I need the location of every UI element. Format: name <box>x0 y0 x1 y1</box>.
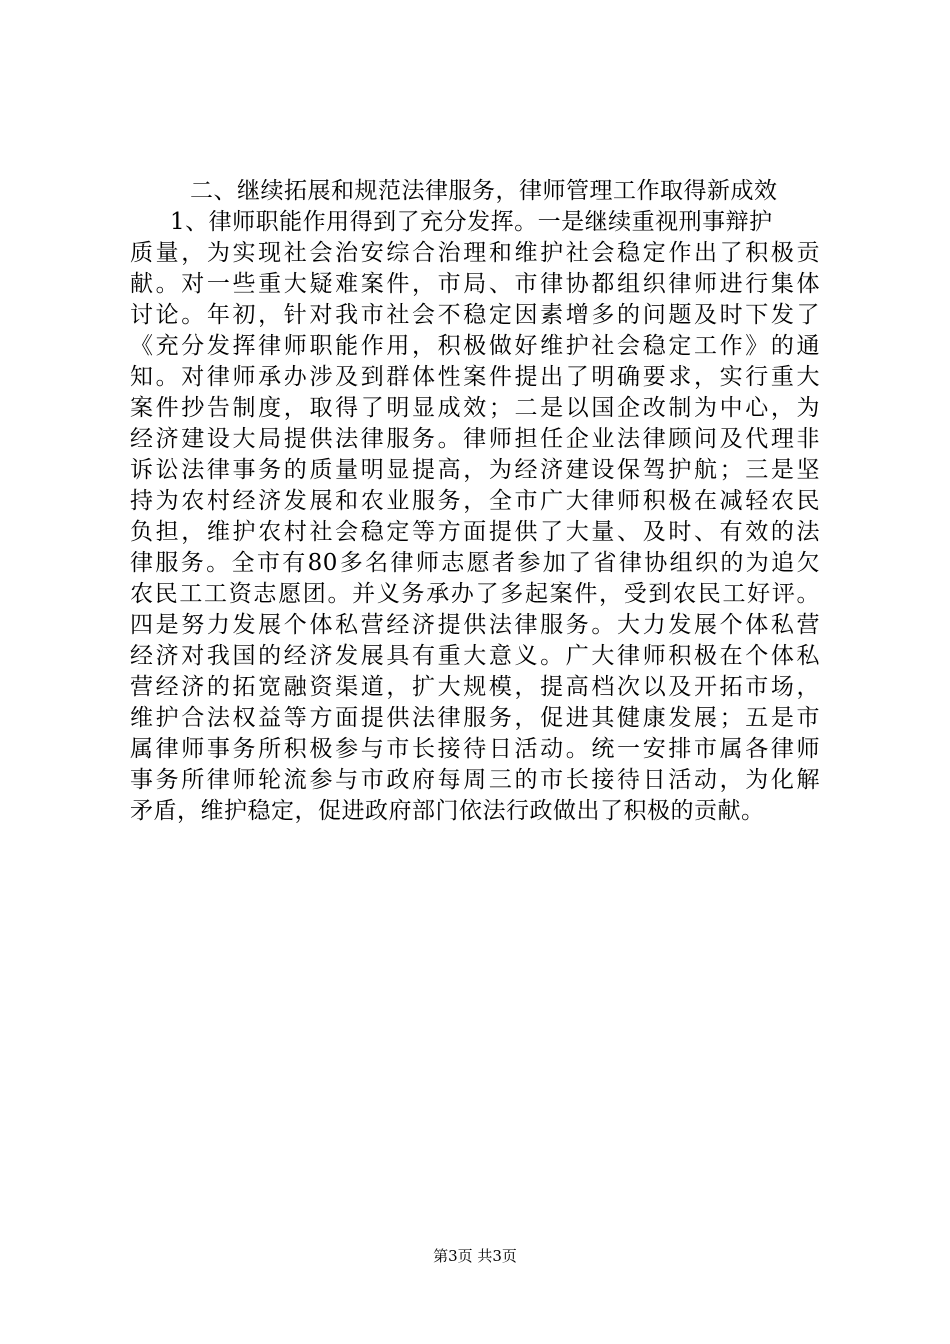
paragraph-line: 经济对我国的经济发展具有重大意义。广大律师积极在个体私 <box>130 643 820 669</box>
paragraph-line: 1、律师职能作用得到了充分发挥。一是继续重视刑事辩护 <box>170 209 773 235</box>
paragraph-line: 质量，为实现社会治安综合治理和维护社会稳定作出了积极贡 <box>130 240 820 266</box>
paragraph-line: 诉讼法律事务的质量明显提高，为经济建设保驾护航；三是坚 <box>130 457 820 483</box>
section-heading: 二、继续拓展和规范法律服务，律师管理工作取得新成效 <box>190 178 778 204</box>
paragraph-line: 属律师事务所积极参与市长接待日活动。统一安排市属各律师 <box>130 736 820 762</box>
paragraph-line: 四是努力发展个体私营经济提供法律服务。大力发展个体私营 <box>130 612 820 638</box>
paragraph-line: 案件抄告制度，取得了明显成效；二是以国企改制为中心，为 <box>130 395 820 421</box>
paragraph-line: 农民工工资志愿团。并义务承办了多起案件，受到农民工好评。 <box>130 581 820 607</box>
paragraph-line: 维护合法权益等方面提供法律服务，促进其健康发展；五是市 <box>130 705 820 731</box>
page-number-footer: 第3页 共3页 <box>433 1247 517 1265</box>
paragraph-line: 持为农村经济发展和农业服务，全市广大律师积极在减轻农民 <box>130 488 820 514</box>
paragraph-line: 《充分发挥律师职能作用，积极做好维护社会稳定工作》的通 <box>130 333 820 359</box>
paragraph-line: 矛盾，维护稳定，促进政府部门依法行政做出了积极的贡献。 <box>130 798 765 824</box>
paragraph-line: 负担，维护农村社会稳定等方面提供了大量、及时、有效的法 <box>130 519 820 545</box>
paragraph-line: 事务所律师轮流参与市政府每周三的市长接待日活动，为化解 <box>130 767 820 793</box>
paragraph-line: 经济建设大局提供法律服务。律师担任企业法律顾问及代理非 <box>130 426 820 452</box>
paragraph-line: 营经济的拓宽融资渠道，扩大规模，提高档次以及开拓市场， <box>130 674 820 700</box>
paragraph-line: 律服务。全市有80多名律师志愿者参加了省律协组织的为追欠 <box>130 550 820 576</box>
paragraph-line: 讨论。年初，针对我市社会不稳定因素增多的问题及时下发了 <box>130 302 820 328</box>
paragraph-line: 献。对一些重大疑难案件，市局、市律协都组织律师进行集体 <box>130 271 820 297</box>
document-body <box>130 176 820 827</box>
paragraph-line: 知。对律师承办涉及到群体性案件提出了明确要求，实行重大 <box>130 364 820 390</box>
